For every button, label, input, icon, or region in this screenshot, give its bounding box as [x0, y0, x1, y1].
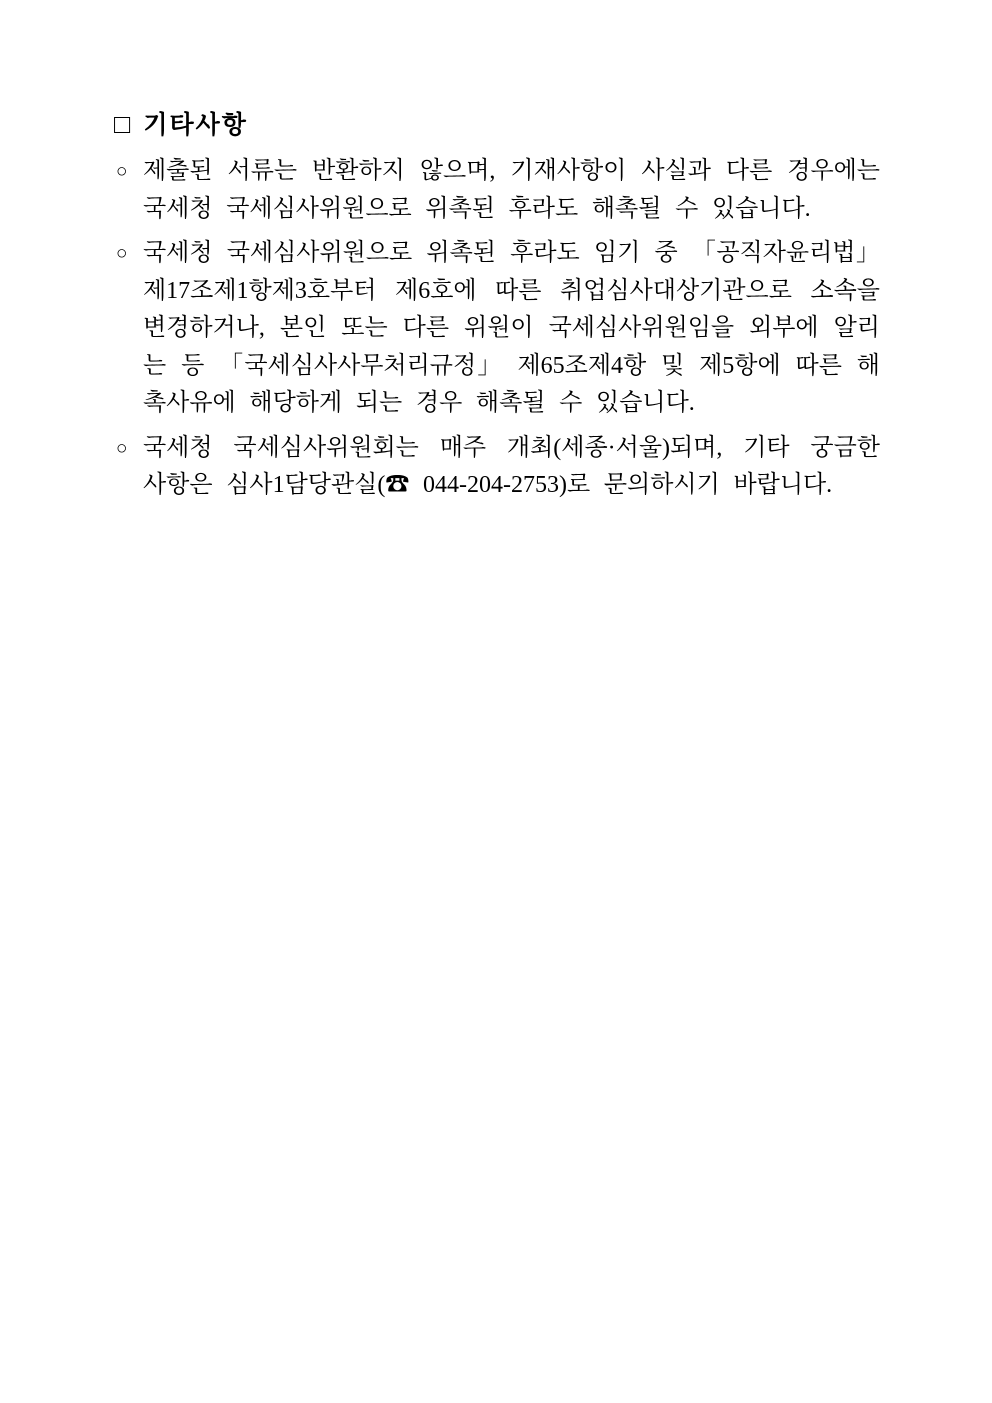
bullet-list [114, 153, 880, 505]
circle-bullet-icon: ○ [116, 243, 128, 264]
bullet-item [114, 235, 880, 423]
circle-bullet-icon: ○ [116, 437, 128, 459]
bullet-item [114, 153, 880, 228]
bullet-text: 제출된 서류는 반환하지 않으며, 기재사항이 사실과 다른 경우에는 국세청 국세심사위원으로 위촉된 후라도 해촉될 수 있습니다. [143, 158, 880, 222]
bullet-text: 국세청 국세심사위원회는 매주 개최(세종·서울)되며, 기타 궁금한 사항은 심사1담당관실(☎ 044-204-2753)로 문의하시기 바랍니다. [143, 434, 880, 498]
section-heading [114, 110, 880, 142]
section-title: 기타사항 [143, 112, 248, 139]
square-bullet-icon: □ [114, 108, 131, 139]
bullet-item [114, 430, 880, 505]
circle-bullet-icon: ○ [116, 161, 128, 182]
bullet-text: 국세청 국세심사위원으로 위촉된 후라도 임기 중 「공직자윤리법」 제17조제1항제3호부터 제6호에 따른 취업심사대상기관으로 소속을 변경하거나, 본인 또는 다른 위원이 국세심사위원임을 외부에 알리는 등 「국세심사사무처리규정」 제65조제4항 및 제5항에 따른 해촉사유에 해당하게 되는 경우 해촉될 수 있습니다. [143, 240, 880, 416]
